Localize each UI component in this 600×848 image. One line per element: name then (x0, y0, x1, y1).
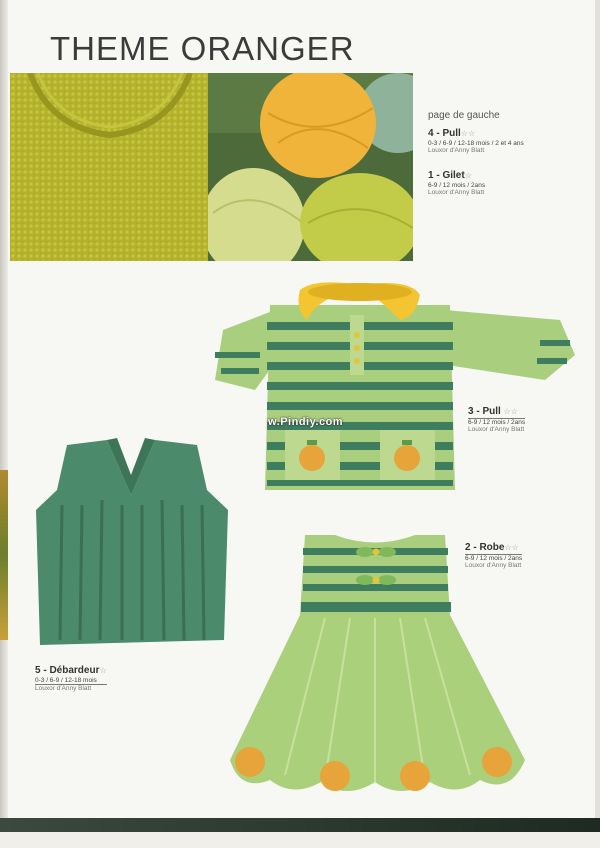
item-robe-2 (465, 542, 522, 570)
debardeur-5-garment-photo (32, 435, 230, 650)
item-sizes: 0-3 / 6-9 / 12-18 mois / 2 et 4 ans (428, 139, 524, 147)
item-sizes: 6-9 / 12 mois / 2ans (428, 181, 486, 189)
difficulty-stars: ☆☆ (460, 129, 476, 138)
knit-texture-photo (10, 73, 208, 261)
yarn-balls-photo (208, 73, 413, 261)
item-brand: Louxor d'Anny Blatt (465, 562, 522, 570)
page-right-edge (595, 0, 600, 848)
item-name: 5 - Débardeur (35, 665, 100, 676)
watermark: w.Pindiy.com (268, 416, 344, 428)
item-brand: Louxor d'Anny Blatt (35, 685, 92, 693)
item-sizes: 0-3 / 6-9 / 12-18 mois (35, 677, 107, 685)
pull-3-garment-photo (215, 280, 577, 500)
item-debardeur-5 (35, 665, 107, 693)
page-spine-decoration (0, 470, 8, 640)
item-pull-4 (428, 128, 524, 155)
page-left-edge (0, 0, 8, 848)
item-brand: Louxor d'Anny Blatt (468, 426, 525, 434)
robe-2-garment-photo (225, 530, 537, 805)
difficulty-stars: ☆ (99, 666, 107, 675)
item-name: 3 - Pull (468, 406, 501, 417)
item-brand: Louxor d'Anny Blatt (428, 147, 485, 155)
item-name: 4 - Pull (428, 128, 461, 139)
item-name: 2 - Robe (465, 542, 505, 553)
difficulty-stars: ☆☆ (504, 543, 519, 552)
item-brand: Louxor d'Anny Blatt (428, 189, 485, 197)
item-name: 1 - Gilet (428, 170, 465, 181)
item-sizes: 6-9 / 12 mois / 2ans (468, 418, 526, 426)
item-gilet-1 (428, 170, 485, 197)
difficulty-stars: ☆☆ (503, 407, 518, 416)
difficulty-stars: ☆ (464, 171, 472, 180)
left-page-label: page de gauche (428, 110, 500, 121)
item-pull-3 (468, 406, 525, 434)
item-sizes: 6-9 / 12 mois / 2ans (465, 554, 523, 562)
page-title: THEME ORANGER (50, 30, 355, 67)
bottom-decorative-bar (0, 818, 600, 832)
bottom-page-strip (0, 832, 600, 848)
